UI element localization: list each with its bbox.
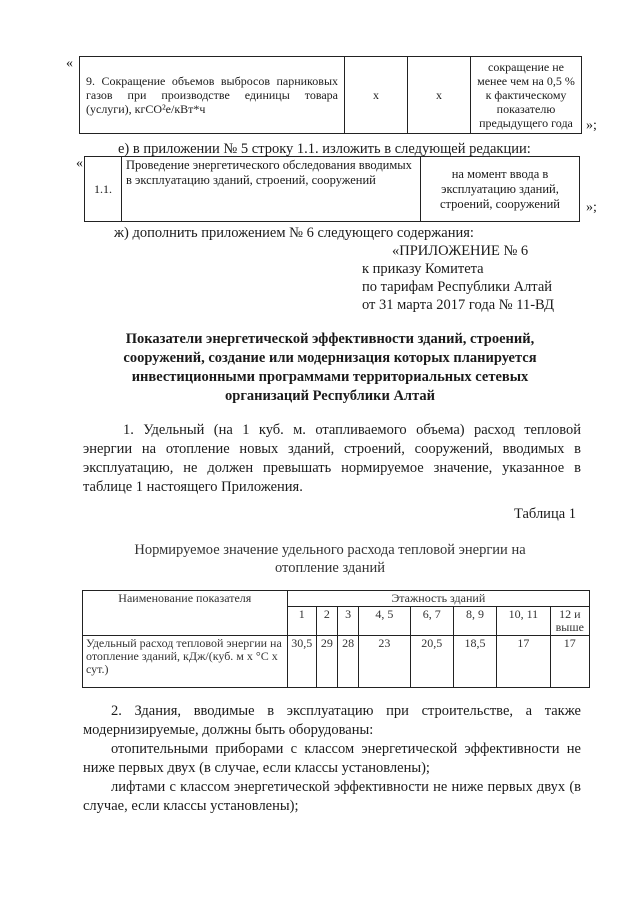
- table-amendment-row-1-1: [84, 156, 580, 222]
- header-indicator-name: Наименование показателя: [83, 591, 288, 636]
- floor-header: 12 и выше: [550, 607, 589, 636]
- value-cell: 23: [359, 636, 410, 688]
- paragraph-2: 2. Здания, вводимые в эксплуатацию при строительстве, а также модернизируемые, должны быть оборудованы:: [83, 703, 581, 738]
- floor-header: 10, 11: [497, 607, 550, 636]
- row-1-1-number: 1.1.: [85, 157, 122, 222]
- paragraph-2a: отопительными приборами с классом энергетической эффективности не ниже первых двух (в случае, если классы установлены);: [83, 741, 581, 776]
- main-title-line-4: организаций Республики Алтай: [225, 388, 435, 404]
- value-cell: 17: [550, 636, 589, 688]
- row-9-description: [80, 57, 345, 134]
- opening-quote-b: «: [76, 156, 83, 171]
- row-label-specific-heat: Удельный расход тепловой энергии на отопление зданий, кДж/(куб. м х °С х сут.): [83, 636, 288, 688]
- table-1-title-line-2: отопление зданий: [274, 560, 386, 576]
- floor-header: 1: [287, 607, 316, 636]
- floor-header: 6, 7: [410, 607, 453, 636]
- row-9-number: 9.: [86, 74, 95, 88]
- appendix-ref-1: к приказу Комитета: [362, 261, 484, 277]
- header-floors: Этажность зданий: [287, 591, 589, 607]
- appendix-ref-2: по тарифам Республики Алтай: [362, 279, 553, 295]
- row-9-mark-1: x: [345, 57, 408, 134]
- floor-header: 8, 9: [453, 607, 496, 636]
- paragraph-1: 1. Удельный (на 1 куб. м. отапливаемого объема) расход тепловой энергии на отопление новых зданий, строений, сооружений, вводимых в эксплуатацию, не должен превышать нормируемое значение, указанное в таблице 1 настоящего Приложения.: [83, 422, 581, 495]
- row-9-mark-2: x: [408, 57, 471, 134]
- table-1-label: Таблица 1: [514, 506, 577, 522]
- value-cell: 29: [316, 636, 337, 688]
- opening-quote: «: [66, 56, 73, 71]
- paragraph-2b: лифтами с классом энергетической эффективности не ниже первых двух (в случае, если классы установлены);: [83, 779, 581, 814]
- table-amendment-row-9: [79, 56, 582, 134]
- paragraph-e: е) в приложении № 5 строку 1.1. изложить в следующей редакции:: [118, 141, 531, 157]
- floor-header: 4, 5: [359, 607, 410, 636]
- value-cell: 17: [497, 636, 550, 688]
- row-9-text: Сокращение объемов выбросов парниковых газов при производстве единицы товара (услуги), кгCO²e/кВт*ч: [86, 74, 338, 116]
- row-1-1-target: на момент ввода в эксплуатацию зданий, строений, сооружений: [421, 157, 580, 222]
- main-title-line-1: Показатели энергетической эффективности зданий, строений,: [125, 331, 535, 347]
- appendix-title: «ПРИЛОЖЕНИЕ № 6: [392, 243, 529, 259]
- closing-quote: »;: [586, 118, 597, 133]
- appendix-ref-3: от 31 марта 2017 года № 11-ВД: [362, 297, 555, 313]
- row-1-1-text: Проведение энергетического обследования вводимых в эксплуатацию зданий, строений, сооружений: [122, 157, 421, 222]
- paragraph-zh: ж) дополнить приложением № 6 следующего содержания:: [114, 225, 474, 241]
- value-cell: 20,5: [410, 636, 453, 688]
- main-title-line-3: инвестиционными программами территориальных сетевых: [131, 369, 529, 385]
- closing-quote-b: »;: [586, 200, 597, 215]
- value-cell: 30,5: [287, 636, 316, 688]
- table-1-title-line-1: Нормируемое значение удельного расхода тепловой энергии на: [134, 542, 526, 558]
- table-1: [82, 590, 590, 688]
- floor-header: 2: [316, 607, 337, 636]
- value-cell: 18,5: [453, 636, 496, 688]
- value-cell: 28: [337, 636, 358, 688]
- row-9-target: сокращение не менее чем на 0,5 % к фактическому показателю предыдущего года: [471, 57, 582, 134]
- floor-header: 3: [337, 607, 358, 636]
- main-title-line-2: сооружений, создание или модернизация которых планируется: [123, 350, 537, 366]
